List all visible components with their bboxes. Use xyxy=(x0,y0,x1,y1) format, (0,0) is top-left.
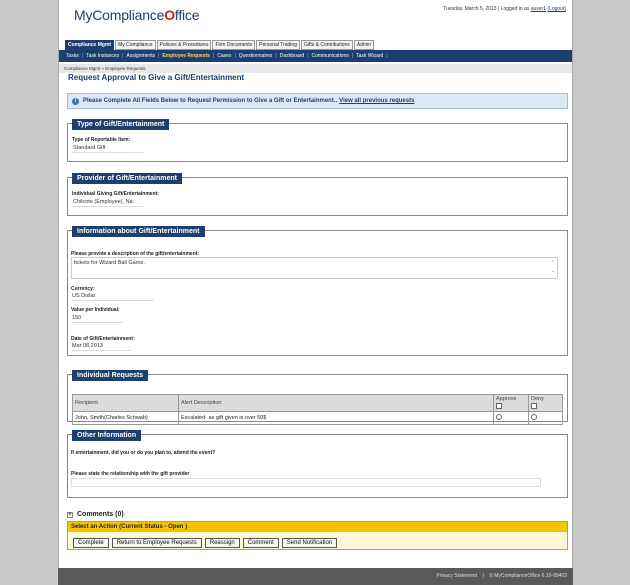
deny-radio[interactable] xyxy=(531,414,537,420)
user-bar xyxy=(443,6,566,12)
subnav-task-wizard[interactable]: Task Wizard xyxy=(356,53,384,59)
column-header-recipient: Recipient xyxy=(73,395,179,412)
tab-firm-documents[interactable]: Firm Documents xyxy=(212,40,255,50)
subnav-separator: | xyxy=(81,53,84,59)
return-to-employee-requests-button[interactable]: Return to Employee Requests xyxy=(112,538,202,548)
reportable-item-type-value: Standard Gift xyxy=(72,144,144,153)
view-previous-requests-link[interactable]: View all previous requests xyxy=(339,98,415,104)
approve-cell xyxy=(494,412,529,425)
app-logo[interactable] xyxy=(74,7,199,23)
relationship-field[interactable] xyxy=(71,478,541,487)
subnav-dashboard[interactable]: Dashboard xyxy=(279,53,305,59)
alert-description-cell: Escalated- as gift given is over 50$ xyxy=(179,412,494,425)
table-row xyxy=(73,412,563,425)
textarea-scrollbar[interactable] xyxy=(550,259,556,275)
subnav-separator: | xyxy=(386,53,388,59)
subnav-separator: | xyxy=(275,53,277,59)
scroll-up-icon[interactable]: ⌃ xyxy=(550,260,556,266)
tab-compliance-mgmt[interactable]: Compliance Mgmt xyxy=(65,40,114,50)
copyright-text: © MyComplianceOffice 6.10-89403 xyxy=(489,573,567,579)
tab-admin[interactable]: Admin xyxy=(354,40,374,50)
type-of-gift-section xyxy=(67,123,568,162)
gift-description-textarea[interactable] xyxy=(71,257,558,279)
section-header: Type of Gift/Entertainment xyxy=(72,119,169,130)
approve-header-label: Approve xyxy=(496,396,517,402)
reassign-button[interactable]: Reassign xyxy=(205,538,240,548)
logo-check-o: O xyxy=(164,7,175,23)
subnav-separator: | xyxy=(158,53,160,59)
tab-personal-trading[interactable]: Personal Trading xyxy=(256,40,300,50)
section-header: Individual Requests xyxy=(72,370,148,381)
action-buttons xyxy=(68,532,567,548)
field-label: Please provide a description of the gift/entertainment: xyxy=(71,251,200,257)
field-label: Value per Individual: xyxy=(71,307,120,313)
deny-header-label: Deny xyxy=(531,396,544,402)
footer-separator: | xyxy=(482,573,484,579)
expand-plus-icon[interactable]: + xyxy=(68,511,72,518)
subnav-communications[interactable]: Communications xyxy=(311,53,349,59)
page-container xyxy=(58,0,573,568)
info-icon: i xyxy=(72,98,79,105)
column-header-approve xyxy=(494,395,529,412)
main-tabs xyxy=(65,40,374,50)
subnav-questionnaires[interactable]: Questionnaires xyxy=(238,53,273,59)
column-header-alert: Alert Description xyxy=(179,395,494,412)
individual-giving-value: Chilcote (Employee), Na: xyxy=(72,198,144,207)
logged-in-prefix: | Logged in as xyxy=(497,6,530,12)
approve-radio[interactable] xyxy=(496,414,502,420)
requests-table xyxy=(72,394,563,425)
section-header: Provider of Gift/Entertainment xyxy=(72,173,182,184)
page-title: Request Approval to Give a Gift/Entertainment xyxy=(68,73,245,82)
current-date: Tuesday, March 5, 2013 xyxy=(443,6,497,12)
comment-button[interactable]: Comment xyxy=(243,538,279,548)
gift-description-value: tickets for Wizard Ball Game. xyxy=(74,260,145,266)
section-header: Information about Gift/Entertainment xyxy=(72,226,205,237)
info-banner xyxy=(67,93,568,109)
subnav-cases[interactable]: Cases xyxy=(217,53,232,59)
field-label: Type of Reportable Item: xyxy=(72,137,131,143)
action-panel xyxy=(67,521,568,550)
subnav-separator: | xyxy=(122,53,124,59)
individual-requests-section xyxy=(67,374,568,422)
sub-navigation xyxy=(59,50,572,62)
subnav-separator: | xyxy=(351,53,354,59)
subnav-separator: | xyxy=(212,53,215,59)
privacy-statement-link[interactable]: Privacy Statement xyxy=(436,573,478,579)
tab-my-compliance[interactable]: My Compliance xyxy=(115,40,155,50)
action-panel-header: Select an Action (Current Status - Open ) xyxy=(68,522,567,532)
gift-date-value: Mar 08,2013 xyxy=(71,342,131,351)
currency-value: US Dollar xyxy=(71,292,154,301)
column-header-deny xyxy=(529,395,563,412)
complete-button[interactable]: Complete xyxy=(73,538,109,548)
field-label: Currency: xyxy=(71,286,95,292)
tab-gifts-contributions[interactable]: Gifts & Contributions xyxy=(301,40,353,50)
field-label: Date of Gift/Entertainment: xyxy=(71,336,135,342)
deny-all-checkbox[interactable] xyxy=(531,403,537,409)
gift-information-section xyxy=(67,230,568,356)
table-header-row xyxy=(73,395,563,412)
subnav-separator: | xyxy=(307,53,309,59)
attend-event-question: If entertainment, did you or do you plan to, attend the event? xyxy=(71,450,216,456)
tab-policies-procedures[interactable]: Policies & Procedures xyxy=(157,40,212,50)
username-link[interactable]: auser1 xyxy=(530,6,546,12)
subnav-tasks[interactable]: Tasks xyxy=(66,53,79,59)
footer-bar xyxy=(58,568,573,585)
approve-all-checkbox[interactable] xyxy=(496,403,502,409)
other-information-section xyxy=(67,434,568,498)
scroll-down-icon[interactable]: ⌄ xyxy=(550,268,556,274)
subnav-assignments[interactable]: Assignments xyxy=(126,53,156,59)
provider-section xyxy=(67,177,568,216)
send-notification-button[interactable]: Send Notification xyxy=(282,538,337,548)
recipient-cell: John, Smith(Charles Schwab) xyxy=(73,412,179,425)
logout-link[interactable]: (Logout) xyxy=(547,6,566,12)
footer xyxy=(0,568,630,585)
logo-text: MyCompliance xyxy=(74,7,165,23)
logo-text-rest: ffice xyxy=(174,7,200,23)
comments-label: Comments (0) xyxy=(77,511,124,518)
deny-cell xyxy=(529,412,563,425)
breadcrumb[interactable]: Compliance Mgmt » Employee Requests xyxy=(59,64,572,73)
subnav-employee-requests[interactable]: Employee Requests xyxy=(162,53,210,59)
subnav-separator: | xyxy=(234,53,236,59)
value-per-individual: 150 xyxy=(71,314,123,323)
info-text: Please Complete All Fields Below to Request Permission to Give a Gift or Entertainment.. xyxy=(83,98,338,104)
field-label: Individual Giving Gift/Entertainment: xyxy=(72,191,159,197)
section-header: Other Information xyxy=(72,430,141,441)
subnav-task-instances[interactable]: Task Instances xyxy=(86,53,120,59)
comments-toggle[interactable] xyxy=(67,511,124,518)
relationship-question: Please state the relationship with the gift provider xyxy=(71,471,190,477)
